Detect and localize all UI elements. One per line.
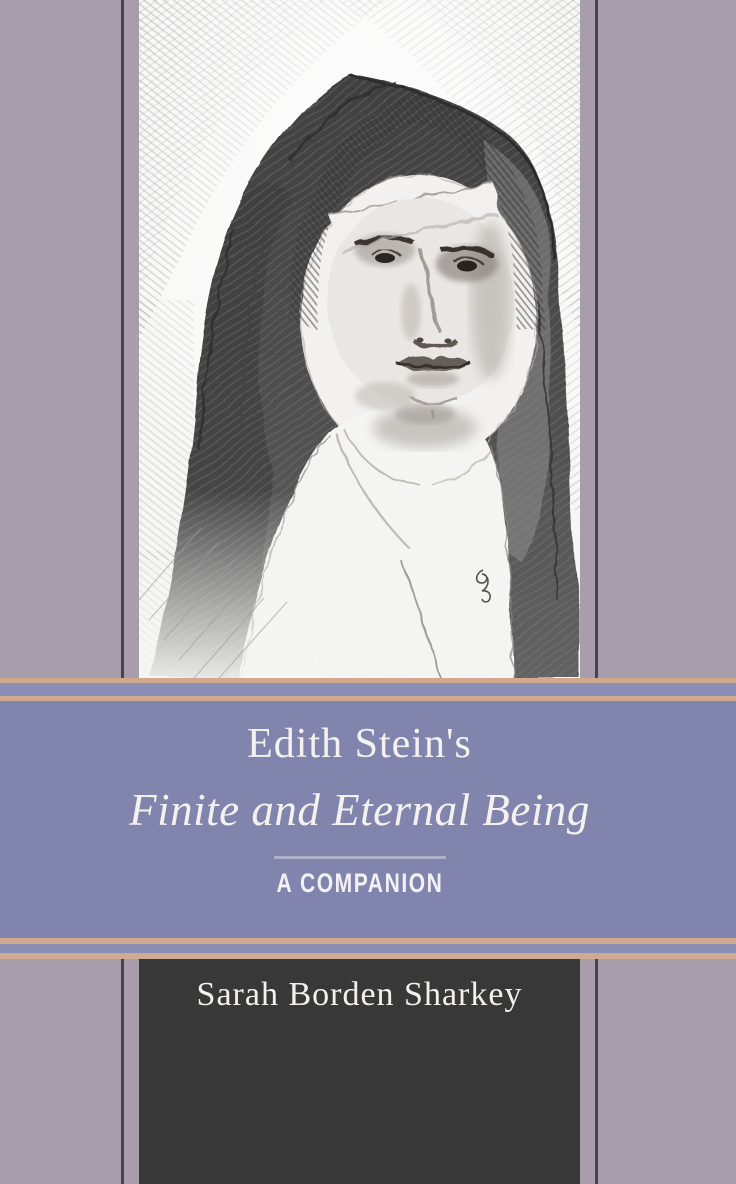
portrait-panel <box>139 0 580 678</box>
book-subtitle <box>0 870 736 897</box>
title-band <box>0 678 736 959</box>
author-section <box>0 959 736 1184</box>
book-title-line2: Finite and Eternal Being <box>129 785 590 835</box>
portrait-illustration <box>139 0 580 678</box>
accent-rule-top-right <box>595 0 598 678</box>
author-panel <box>139 959 580 1184</box>
author-name: Sarah Borden Sharkey <box>196 976 523 1013</box>
title-block <box>0 701 736 938</box>
book-subtitle-text: A COMPANION <box>276 868 443 898</box>
book-title-line1: Edith Stein's <box>247 721 472 767</box>
paper-grain <box>139 0 580 678</box>
periwinkle-strip <box>0 683 736 696</box>
accent-rule-top-left <box>121 0 124 678</box>
periwinkle-strip <box>0 944 736 953</box>
title-divider-rule <box>274 856 446 859</box>
